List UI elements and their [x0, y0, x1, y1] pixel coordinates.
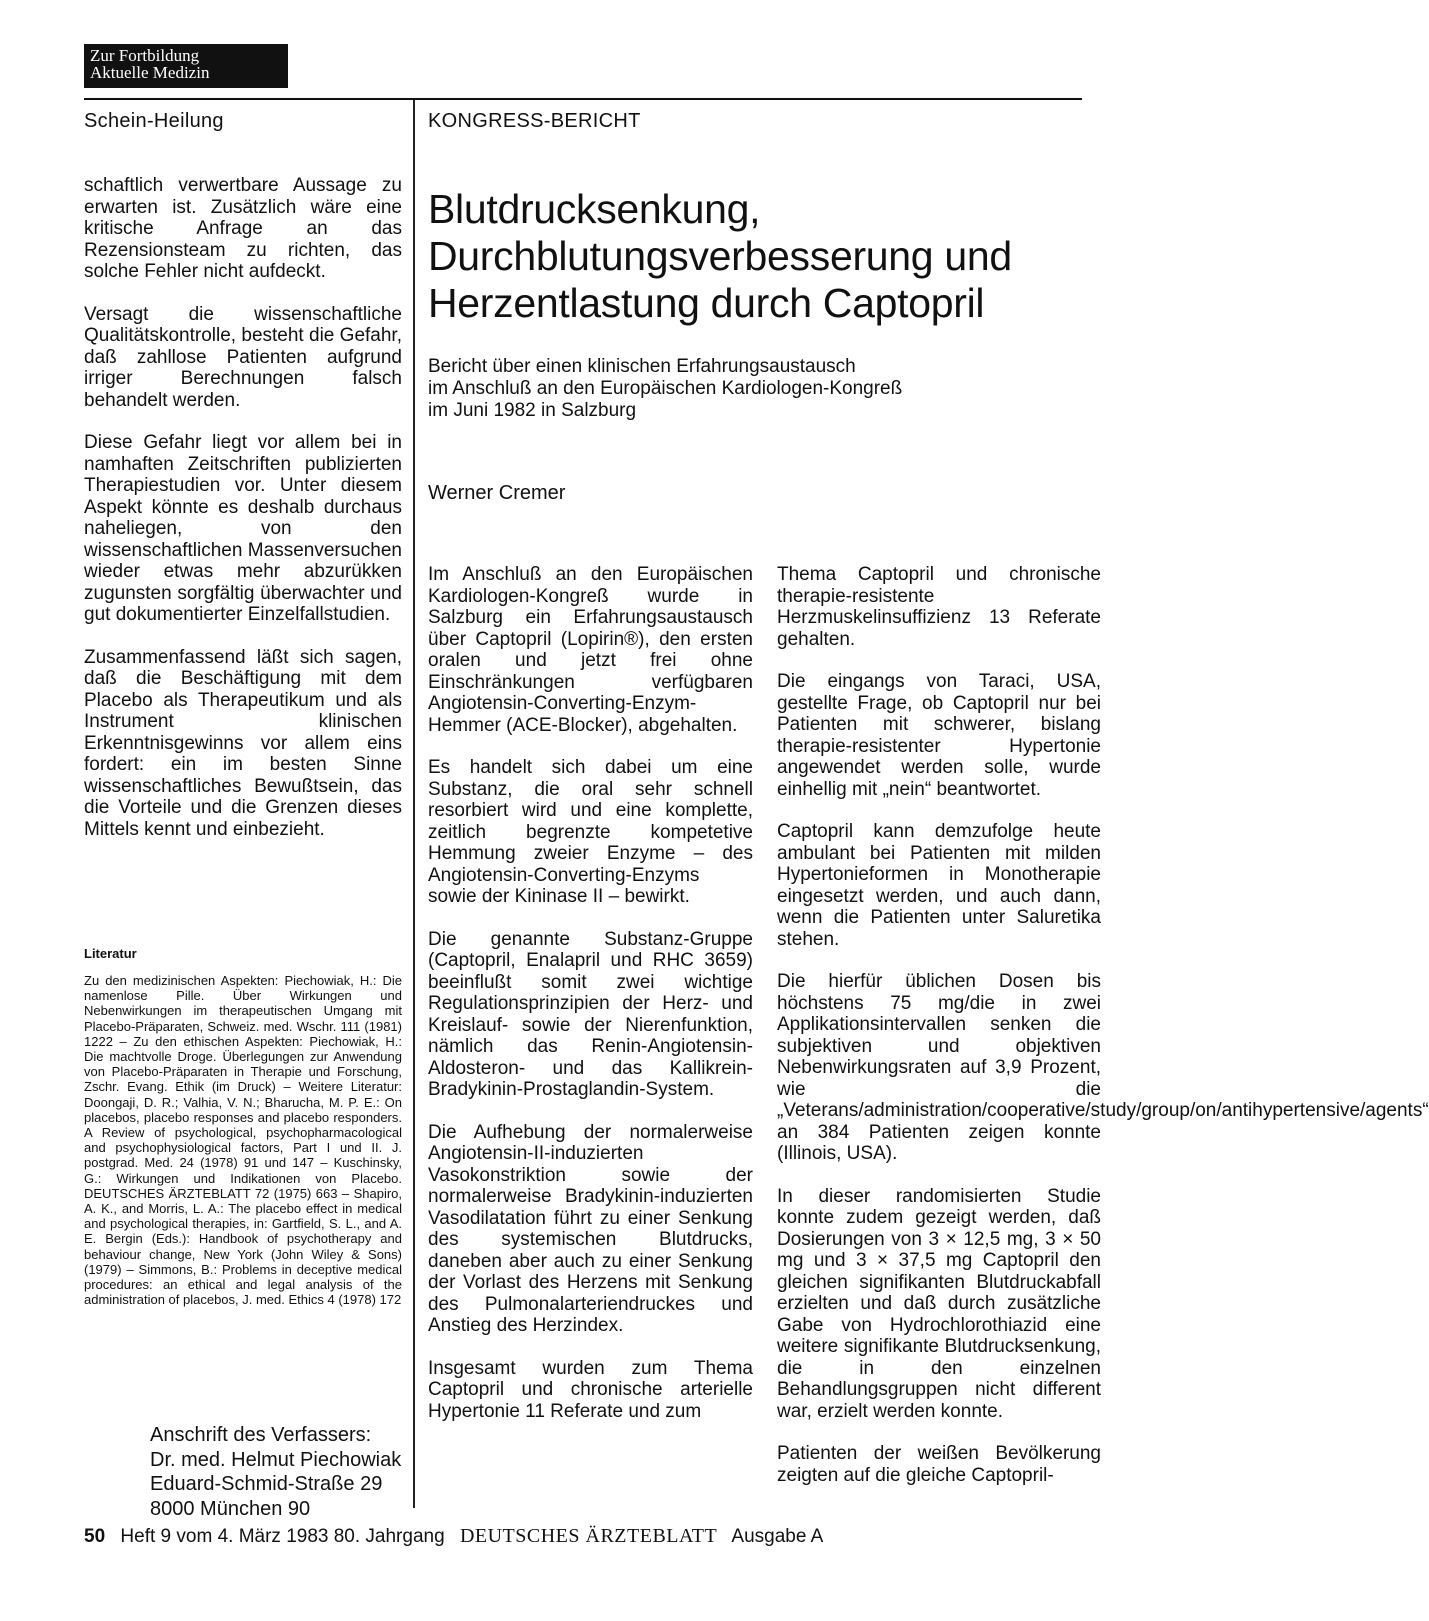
- page-footer: [84, 1525, 823, 1548]
- right-section-label: KONGRESS-BERICHT: [428, 110, 641, 132]
- left-section-label: Schein-Heilung: [84, 110, 224, 132]
- left-paragraph-4: Zusammenfassend läßt sich sagen, daß die Beschäftigung mit dem Placebo als Therapeutikum und als Instrument klinischen Erkenntnisgewinns vor allem eins fordert: ein im besten Sinne wissenschaftliches Bewußtsein, das die Vorteile und die Grenzen dieses Mittels kennt und einbezieht.: [84, 646, 402, 840]
- right-paragraph-5: In dieser randomisierten Studie konnte zudem gezeigt werden, daß Dosierungen von 3 × 12,5 mg, 3 × 50 mg und 3 × 37,5 mg Captopril den gleichen signifikanten Blutdruckabfall erzielten und daß durch zusätzliche Gabe von Hydrochlorothiazid eine weitere signifikante Blutdrucksenkung, die in den einzelnen Behandlungsgruppen nicht different war, erzielt werden konnte.: [777, 1185, 1101, 1422]
- author-address: [150, 1423, 401, 1521]
- article-title: Blutdrucksenkung, Durchblutungsverbesserung und Herzentlastung durch Captopril: [428, 186, 1012, 326]
- right-paragraph-4: Die hierfür üblichen Dosen bis höchstens 75 mg/die in zwei Applikationsintervallen senken die subjektiven und objektiven Nebenwirkungsraten auf 3,9 Prozent, wie die „Veterans/administration/cooperative/study/group/on/antihypertensive/agents“ an 384 Patienten zeigen konnte (Illinois, USA).: [777, 971, 1429, 1164]
- edition-label: Ausgabe A: [731, 1526, 824, 1547]
- literature-heading: Literatur: [84, 946, 137, 961]
- left-paragraph-1: schaftlich verwertbare Aussage zu erwarten ist. Zusätzlich wäre eine kritische Anfrage an das Rezensionsteam zu richten, das solche Fehler nicht aufdeckt.: [84, 175, 402, 282]
- subtitle-line-2: im Anschluß an den Europäischen Kardiologen-Kongreß: [428, 378, 903, 399]
- journal-name: DEUTSCHES ÄRZTEBLATT: [459, 1525, 718, 1547]
- middle-paragraph-1: Im Anschluß an den Europäischen Kardiologen-Kongreß wurde in Salzburg ein Erfahrungsaustausch über Captopril (Lopirin®), den ersten oralen und jetzt frei ohne Einschränkungen verfügbaren Angiotensin-Converting-Enzym-Hemmer (ACE-Blocker), abgehalten.: [428, 564, 753, 736]
- right-paragraph-6: Patienten der weißen Bevölkerung zeigten auf die gleiche Captopril-: [777, 1443, 1101, 1486]
- right-paragraph-3: Captopril kann demzufolge heute ambulant bei Patienten mit milden Hypertonieformen in Monotherapie eingesetzt werden, und auch dann, wenn die Patienten unter Saluretika stehen.: [777, 821, 1101, 950]
- right-paragraph-2: Die eingangs von Taraci, USA, gestellte Frage, ob Captopril nur bei Patienten mit schwerer, bislang therapie-resistenter Hypertonie angewendet werden solle, wurde einhellig mit „nein“ beantwortet.: [777, 671, 1101, 800]
- middle-paragraph-5: Insgesamt wurden zum Thema Captopril und chronische arterielle Hypertonie 11 Referate und zum: [428, 1357, 753, 1422]
- right-paragraph-1: Thema Captopril und chronische therapie-resistente Herzmuskelinsuffizienz 13 Referate gehalten.: [777, 564, 1101, 650]
- issue-info: Heft 9 vom 4. März 1983 80. Jahrgang: [120, 1526, 445, 1547]
- address-city: 8000 München 90: [150, 1497, 311, 1520]
- masthead-line-1: Zur Fortbildung: [90, 46, 200, 65]
- left-paragraph-3: Diese Gefahr liegt vor allem bei in namhaften Zeitschriften publizierten Therapiestudien vor. Unter diesem Aspekt könnte es deshalb durchaus naheliegen, von den wissenschaftlichen Massenversuchen wieder etwas mehr abzurükken zugunsten sorgfältig überwachter und gut dokumentierter Einzelfallstudien.: [84, 432, 402, 625]
- article-subtitle: [428, 356, 1088, 422]
- subtitle-line-1: Bericht über einen klinischen Erfahrungsaustausch: [428, 356, 856, 377]
- column-divider: [413, 100, 415, 1508]
- masthead-line-2: Aktuelle Medizin: [90, 63, 210, 82]
- article-author: Werner Cremer: [428, 482, 566, 504]
- address-name: Dr. med. Helmut Piechowiak: [150, 1448, 402, 1471]
- middle-paragraph-4: Die Aufhebung der normalerweise Angiotensin-II-induzierten Vasokonstriktion sowie der normalerweise Bradykinin-induzierten Vasodilatation führt zu einer Senkung des systemischen Blutdrucks, daneben aber auch zu einer Senkung der Vorlast des Herzens mit Senkung des Pulmonalarteriendruckes und Anstieg des Herzindex.: [428, 1121, 753, 1336]
- section-masthead: [84, 44, 288, 88]
- middle-paragraph-3: Die genannte Substanz-Gruppe (Captopril, Enalapril und RHC 3659) beeinflußt somit zwei wichtige Regulationsprinzipien der Herz- und Kreislauf- sowie der Nierenfunktion, nämlich das Renin-Angiotensin-Aldosteron- und das Kallikrein-Bradykinin-Prostaglandin-System.: [428, 928, 753, 1100]
- literature-text: Zu den medizinischen Aspekten: Piechowiak, H.: Die namenlose Pille. Über Wirkungen und Nebenwirkungen im therapeutischen Umgang mit Placebo-Präparaten, Schweiz. med. Wschr. 111 (1981) 1222 – Zu den ethischen Aspekten: Piechowiak, H.: Die machtvolle Droge. Überlegungen zur Anwendung von Placebo-Präparaten in Therapie und Forschung, Zschr. Evang. Ethik (im Druck) – Weitere Literatur: Doongaji, D. R.; Valhia, V. N.; Bharucha, M. P. E.: On placebos, placebo responses and placebo responders. A Review of psychological, psychopharmacological and psychophysiological factors, Part I und II. J. postgrad. Med. 24 (1978) 91 und 147 – Kuschinsky, G.: Wirkungen und Indikationen von Placebo. DEUTSCHES ÄRZTEBLATT 72 (1975) 663 – Shapiro, A. K., and Morris, L. A.: The placebo effect in medical and psychological therapies, in: Gartfield, S. L., and A. E. Bergin (Eds.): Handbook of psychotherapy and behaviour change, New York (John Wiley & Sons) (1979) – Simmons, B.: Problems in deceptive medical procedures: an ethical and legal analysis of the administration of placebos, J. med. Ethics 4 (1978) 172: [84, 973, 402, 1308]
- left-paragraph-2: Versagt die wissenschaftliche Qualitätskontrolle, besteht die Gefahr, daß zahllose Patienten aufgrund irriger Berechnungen falsch behandelt werden.: [84, 303, 402, 411]
- page-number: 50: [84, 1526, 106, 1547]
- address-label: Anschrift des Verfassers:: [150, 1424, 372, 1446]
- left-column: [84, 175, 402, 861]
- header-rule: [84, 98, 1082, 100]
- address-street: Eduard-Schmid-Straße 29: [150, 1473, 383, 1495]
- article-right-column: [777, 564, 1429, 1507]
- middle-paragraph-2: Es handelt sich dabei um eine Substanz, die oral sehr schnell resorbiert wird und eine komplette, zeitlich begrenzte kompetetive Hemmung zweier Enzyme – des Angiotensin-Converting-Enzyms sowie der Kininase II – bewirkt.: [428, 757, 753, 907]
- subtitle-line-3: im Juni 1982 in Salzburg: [428, 400, 637, 421]
- article-middle-column: [428, 564, 753, 1443]
